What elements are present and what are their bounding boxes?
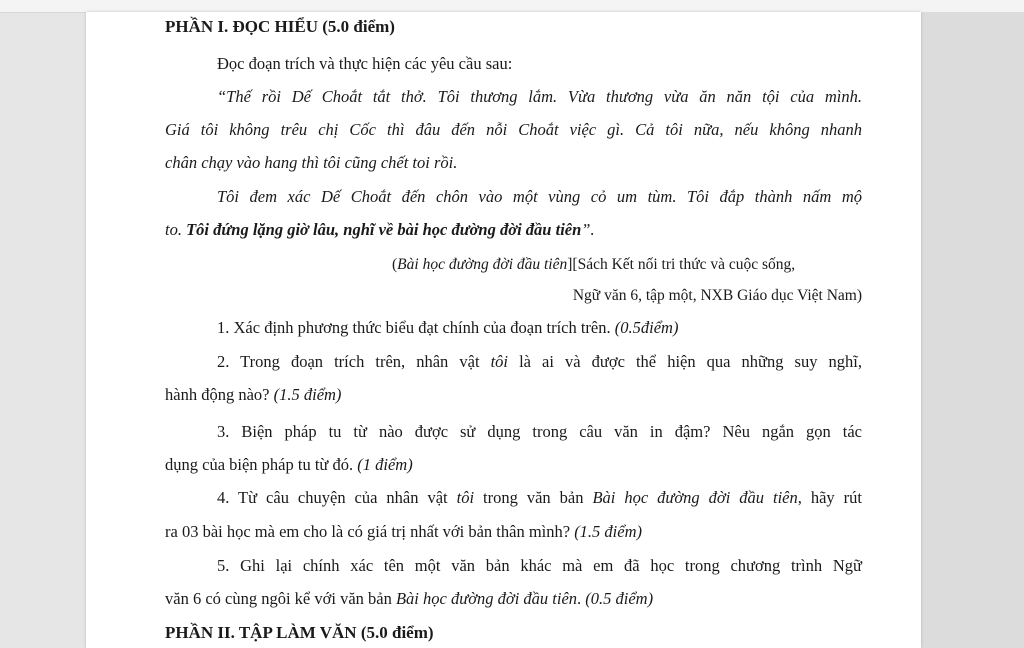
source-open-paren: ( xyxy=(392,256,398,273)
question-4-line-2 xyxy=(165,521,642,543)
passage-line-2: Giá tôi không trêu chị Cốc thì đâu đến nỗi Choắt việc gì. Cả tôi nữa, nếu không nhanh xyxy=(165,120,862,139)
viewer-background-right xyxy=(921,12,1024,648)
question-3-line-2 xyxy=(165,454,413,476)
question-1 xyxy=(217,317,678,339)
question-2-points: (1.5 điểm) xyxy=(273,385,342,404)
question-4-line-2-text: ra 03 bài học mà em cho là có giá trị nhất với bản thân mình? xyxy=(165,522,575,541)
source-title: Bài học đường đời đầu tiên xyxy=(397,256,568,273)
question-4-text-c: , hãy rút xyxy=(797,488,862,507)
question-3-points: (1 điểm) xyxy=(357,455,413,474)
question-1-points: (0.5điểm) xyxy=(614,318,679,337)
question-2-em: tôi xyxy=(490,352,509,371)
passage-line-5 xyxy=(165,219,595,241)
question-2-text-b: là ai và được thể hiện qua những suy nghĩ, xyxy=(508,352,863,371)
question-5-line-2 xyxy=(165,588,653,610)
question-2-text-a: 2. Trong đoạn trích trên, nhân vật xyxy=(217,352,491,371)
question-2-line-2-text: hành động nào? xyxy=(165,385,274,404)
instruction: Đọc đoạn trích và thực hiện các yêu cầu sau: xyxy=(217,54,513,73)
question-2-line-2 xyxy=(165,384,341,406)
question-5-text-a: văn 6 có cùng ngôi kể với văn bản xyxy=(165,589,396,608)
section1-title: PHẦN I. ĐỌC HIỂU (5.0 điểm) xyxy=(165,17,395,36)
question-5-text-b: . xyxy=(577,589,586,608)
source-rest: ][Sách Kết nối tri thức và cuộc sống, xyxy=(567,256,796,273)
passage-line-1: “Thế rồi Dế Choắt tắt thở. Tôi thương lắm. Vừa thương vừa ăn năn tội của mình. xyxy=(217,87,862,106)
question-4-text-b: trong văn bản xyxy=(474,488,593,507)
source-line-2: Ngữ văn 6, tập một, NXB Giáo dục Việt Nam) xyxy=(572,287,862,304)
question-4-em-1: tôi xyxy=(456,488,475,507)
question-5-line-1: 5. Ghi lại chính xác tên một văn bản khác mà em đã học trong chương trình Ngữ xyxy=(217,556,862,575)
source-line-1 xyxy=(392,254,795,276)
question-4-text-a: 4. Từ câu chuyện của nhân vật xyxy=(217,488,457,507)
question-4-points: (1.5 điểm) xyxy=(574,522,643,541)
question-4-line-1 xyxy=(217,487,862,509)
question-2-line-1 xyxy=(217,351,862,373)
passage-line-3: chân chạy vào hang thì tôi cũng chết toi rồi. xyxy=(165,153,458,172)
question-3-line-1: 3. Biện pháp tu từ nào được sử dụng trong câu văn in đậm? Nêu ngắn gọn tác xyxy=(217,422,862,441)
question-4-em-2: Bài học đường đời đầu tiên xyxy=(592,488,798,507)
document-page xyxy=(86,12,921,648)
bold-sentence: Tôi đứng lặng giờ lâu, nghĩ về bài học đường đời đầu tiên xyxy=(186,220,582,239)
question-5-em: Bài học đường đời đầu tiên xyxy=(395,589,578,608)
passage-line-5-prefix: to. xyxy=(165,220,187,239)
passage-line-5-suffix: ”. xyxy=(581,220,595,239)
question-3-line-2-text: dụng của biện pháp tu từ đó. xyxy=(165,455,358,474)
section2-title: PHẦN II. TẬP LÀM VĂN (5.0 điểm) xyxy=(165,623,434,642)
question-1-text: 1. Xác định phương thức biểu đạt chính của đoạn trích trên. xyxy=(217,318,615,337)
passage-line-4: Tôi đem xác Dế Choắt đến chôn vào một vùng cỏ um tùm. Tôi đắp thành nấm mộ xyxy=(217,187,862,206)
question-5-points: (0.5 điểm) xyxy=(585,589,654,608)
